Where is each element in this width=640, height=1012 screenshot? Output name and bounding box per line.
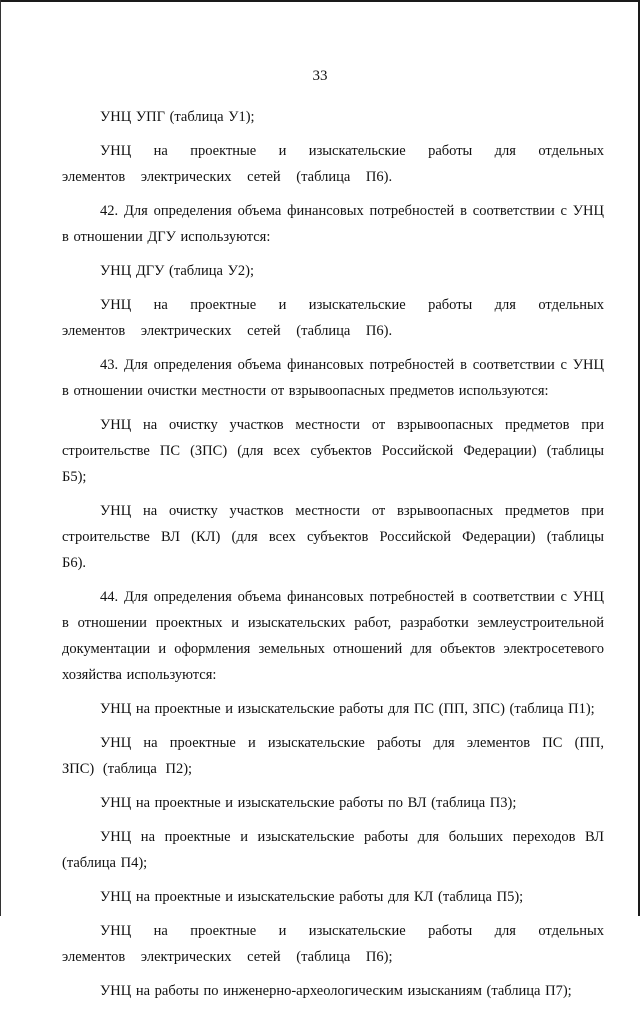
paragraph: УНЦ на проектные и изыскательские работы для отдельных элементов электрических сетей (таблица П6). [62, 297, 604, 339]
paragraph: УНЦ УПГ (таблица У1); [100, 109, 255, 125]
paragraph: УНЦ на работы по инженерно-археологическим изысканиям (таблица П7); [100, 983, 572, 999]
scan-border-left [0, 0, 1, 916]
paragraph: УНЦ на проектные и изыскательские работы для ПС (ПП, ЗПС) (таблица П1); [100, 701, 595, 717]
paragraph: 43. Для определения объема финансовых потребностей в соответствии с УНЦ в отношении очистки местности от взрывоопасных предметов используются: [62, 357, 604, 399]
paragraph: УНЦ на проектные и изыскательские работы для больших переходов ВЛ (таблица П4); [62, 829, 604, 871]
paragraph: УНЦ на проектные и изыскательские работы для КЛ (таблица П5); [100, 889, 524, 905]
paragraph: 44. Для определения объема финансовых потребностей в соответствии с УНЦ в отношении проектных и изыскательских работ, разработки землеустроительной документации и оформления земельных отношений для объектов электросетевого хозяйства используются: [62, 589, 604, 683]
paragraph: УНЦ на проектные и изыскательские работы по ВЛ (таблица П3); [100, 795, 517, 811]
paragraph: 42. Для определения объема финансовых потребностей в соответствии с УНЦ в отношении ДГУ используются: [62, 203, 604, 245]
scan-border-top [0, 0, 640, 2]
paragraph: УНЦ на проектные и изыскательские работы для элементов ПС (ПП, ЗПС) (таблица П2); [62, 735, 604, 777]
paragraph: УНЦ на проектные и изыскательские работы для отдельных элементов электрических сетей (таблица П6); [62, 923, 604, 965]
document-body [62, 104, 604, 1012]
paragraph: УНЦ ДГУ (таблица У2); [100, 263, 254, 279]
paragraph: УНЦ на проектные и изыскательские работы для отдельных элементов электрических сетей (таблица П6). [62, 143, 604, 185]
page-number: 33 [312, 68, 328, 84]
paragraph: УНЦ на очистку участков местности от взрывоопасных предметов при строительстве ПС (ЗПС) (для всех субъектов Российской Федерации) (таблицы Б5); [62, 417, 604, 485]
paragraph: УНЦ на очистку участков местности от взрывоопасных предметов при строительстве ВЛ (КЛ) (для всех субъектов Российской Федерации) (таблицы Б6). [62, 503, 604, 571]
